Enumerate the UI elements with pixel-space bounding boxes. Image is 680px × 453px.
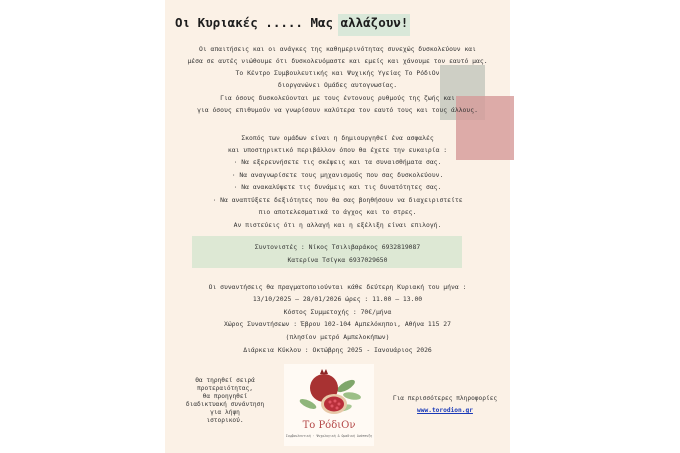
schedule-location-note: (πλησίον μετρό Αμπελοκήπων) <box>285 333 390 341</box>
coordinator-line: Συντονιστές : Νίκος Τσιλιβαράκος 6932819087 <box>254 243 421 251</box>
schedule-cost: Κόστος Συμμετοχής : 70€/μήνα <box>283 308 392 316</box>
priority-note-line: για λήψη <box>210 409 240 416</box>
coordinator-line: Κατερίνα Τσίγκα 6937029650 <box>287 256 388 264</box>
schedule-location: Χώρος Συναντήσεων : Έβρου 102-104 Αμπελόκηποι, Αθήνα 115 27 <box>223 320 451 328</box>
intro-line: Το Κέντρο Συμβουλευτικής και Ψυχικής Υγείας Το ΡόδιΟν <box>235 69 440 77</box>
purpose-line: Αν πιστεύεις ότι η αλλαγή και η εξέλιξη είναι επιλογή. <box>233 221 442 229</box>
priority-note-line: προτεραιότητας, <box>197 385 253 392</box>
intro-line: Οι απαιτήσεις και οι ανάγκες της καθημερινότητας συνεχώς δυσκολεύουν και <box>198 45 477 53</box>
schedule-dates: 13/10/2025 – 28/01/2026 ώρες : 11.00 – 13.00 <box>252 295 423 303</box>
purpose-line: Σκοπός των ομάδων είναι η δημιουργηθεί ένα ασφαλές <box>241 134 434 142</box>
intro-line: μέσα σε αυτές νιώθουμε ότι δυσκολευόμαστε και εμείς και χάνουμε τον εαυτό μας. <box>187 57 488 65</box>
rodion-logo <box>284 364 374 446</box>
purpose-line: και υποστηρικτικό περιβάλλον όπου θα έχετε την ευκαιρία : <box>227 146 448 154</box>
purpose-bullet: · Να αναπτύξετε δεξιότητες που θα σας βοηθήσουν να διαχειριστείτε <box>212 196 463 204</box>
schedule-line: Οι συναντήσεις θα πραγματοποιούνται κάθε δεύτερη Κυριακή του μήνα : <box>208 283 467 291</box>
priority-note-line: ιστορικού. <box>206 417 244 424</box>
intro-line: διοργανώνει Ομάδες αυτογνωσίας. <box>277 81 398 89</box>
purpose-bullet: · Να ανακαλύψετε τις δυνάμεις και τις δυνατότητες σας. <box>233 183 442 191</box>
priority-note-line: θα προηγηθεί <box>202 393 248 400</box>
intro-line: Για όσους δυσκολεύονται με τους έντονους ρυθμούς της ζωής και <box>220 94 455 102</box>
pomegranate-icon <box>284 364 374 424</box>
purpose-bullet: · Να αναγνωρίσετε τους μηχανισμούς που σας δυσκολεύουν. <box>231 171 444 179</box>
schedule-duration: Διάρκεια Κύκλου : Οκτώβρης 2025 - Ιανουάριος 2026 <box>243 346 432 354</box>
logo-name: Το ΡόδιΟν <box>302 420 356 431</box>
intro-line: για όσους επιθυμούν να γνωρίσουν καλύτερα τον εαυτό τους και τους άλλους. <box>197 106 478 114</box>
website-link[interactable]: www.torodion.gr <box>417 407 473 414</box>
purpose-line: πιο αποτελεσματικά το άγχος και το στρες. <box>258 208 417 216</box>
purpose-bullet: · Να εξερευνήσετε τις σκέψεις και τα συναισθήματα σας. <box>233 158 442 166</box>
logo-subtitle: Συμβουλευτική · Ψυχολογική & Ομαδική Ανάπτυξη <box>285 434 373 438</box>
priority-note <box>175 377 275 425</box>
priority-note-line: διαδικτυακή συνάντηση <box>185 401 265 408</box>
info-label: Για περισσότερες πληροφορίες <box>392 395 498 402</box>
priority-note-line: Θα τηρηθεί σειρά <box>195 377 255 384</box>
flyer-title: Οι Κυριακές ..... Μας αλλάζουν! <box>175 15 409 30</box>
